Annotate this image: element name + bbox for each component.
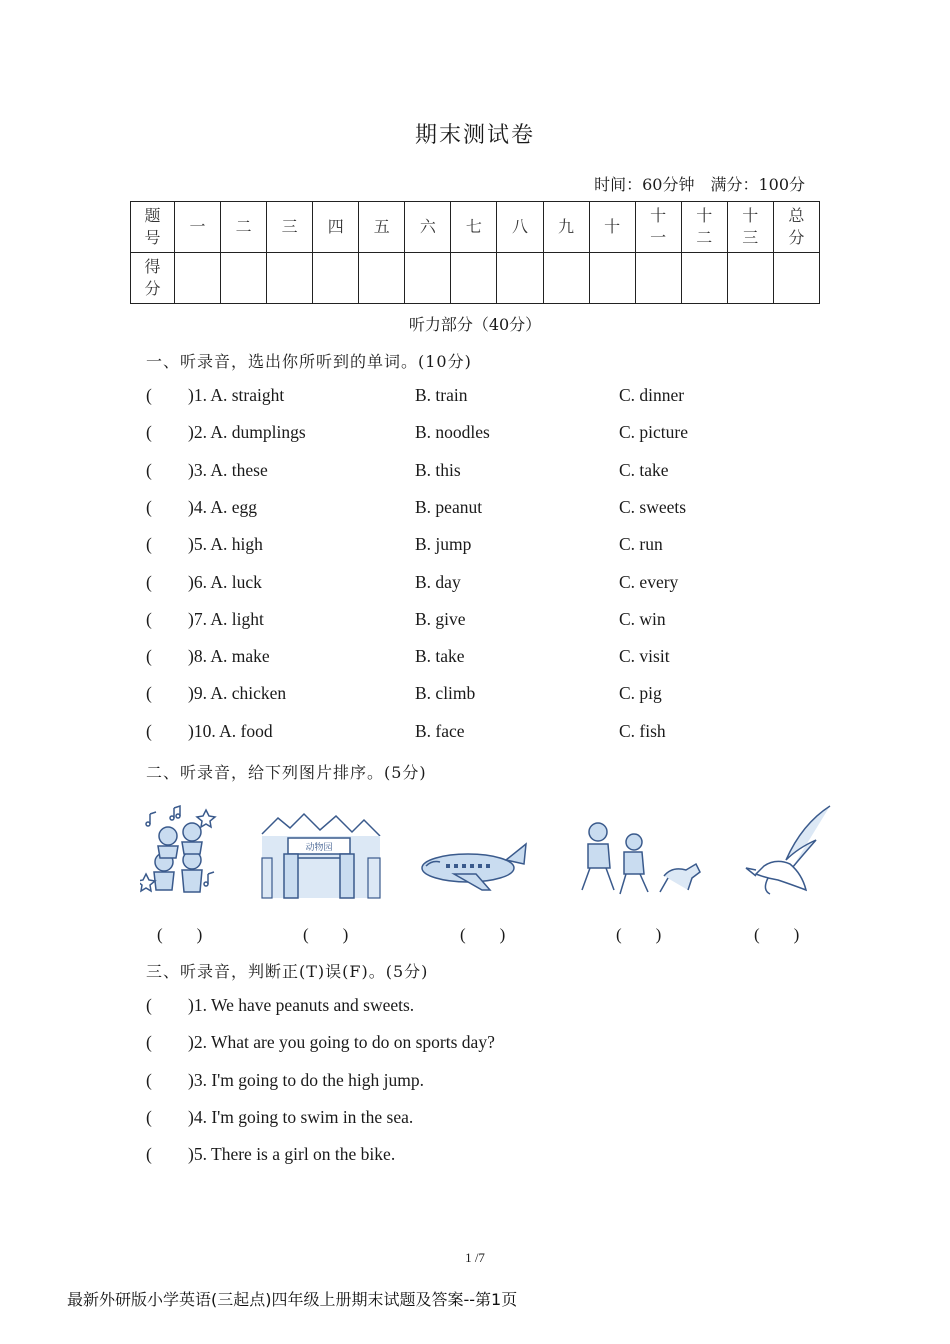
- score-cell[interactable]: [543, 253, 589, 304]
- answer-paren[interactable]: (: [146, 572, 152, 592]
- score-table-header: 十 一: [635, 202, 681, 253]
- answer-paren[interactable]: (: [146, 995, 152, 1015]
- statement-text: )4. I'm going to swim in the sea.: [188, 1107, 414, 1127]
- question-option-c: C. take: [619, 460, 669, 480]
- zoo-gate-icon: [260, 808, 382, 900]
- answer-paren[interactable]: (: [146, 497, 152, 517]
- page-number: 1 /7: [465, 1250, 485, 1265]
- picture-order-bracket[interactable]: ( ): [460, 925, 506, 944]
- question-option-b: B. give: [415, 609, 466, 629]
- footer-text: 最新外研版小学英语(三起点)四年级上册期末试题及答案--第1页: [67, 1290, 518, 1309]
- question-option-b: B. train: [415, 385, 468, 405]
- question-option-a: )3. A. these: [188, 460, 268, 480]
- question-option-a: )10. A. food: [188, 721, 273, 741]
- question-option-a: )8. A. make: [188, 646, 270, 666]
- question-option-b: B. day: [415, 572, 461, 592]
- question-option-b: B. peanut: [415, 497, 483, 517]
- score-table-header: 六: [405, 202, 451, 253]
- score-table-row-label: 得 分: [131, 253, 175, 304]
- question-option-c: C. pig: [619, 683, 662, 703]
- question-option-b: B. this: [415, 460, 461, 480]
- question-option-a: )2. A. dumplings: [188, 422, 306, 442]
- answer-paren[interactable]: (: [146, 1144, 152, 1164]
- score-table-header: 四: [313, 202, 359, 253]
- score-cell[interactable]: [175, 253, 221, 304]
- picture-order-bracket[interactable]: ( ): [303, 925, 349, 944]
- answer-paren[interactable]: (: [146, 721, 152, 741]
- score-table-header: 二: [221, 202, 267, 253]
- score-table-header: 十 三: [727, 202, 773, 253]
- question-option-c: C. visit: [619, 646, 670, 666]
- page-title: 期末测试卷: [414, 123, 535, 148]
- section1-heading: 一、听录音，选出你所听到的单词。(10分): [146, 352, 472, 371]
- score-cell[interactable]: [727, 253, 773, 304]
- section3-heading: 三、听录音，判断正(T)误(F)。(5分): [146, 962, 429, 981]
- dove-icon: [742, 804, 834, 898]
- answer-paren[interactable]: (: [146, 460, 152, 480]
- statement-text: )5. There is a girl on the bike.: [188, 1144, 396, 1164]
- question-option-c: C. fish: [619, 721, 666, 741]
- score-cell[interactable]: [773, 253, 819, 304]
- score-cell[interactable]: [221, 253, 267, 304]
- answer-paren[interactable]: (: [146, 385, 152, 405]
- listening-section-header: 听力部分（40分）: [408, 315, 542, 334]
- question-option-c: C. dinner: [619, 385, 685, 405]
- picture-order-bracket[interactable]: ( ): [616, 925, 662, 944]
- score-cell[interactable]: [589, 253, 635, 304]
- score-table-header: 十 二: [681, 202, 727, 253]
- statement-text: )1. We have peanuts and sweets.: [188, 995, 415, 1015]
- score-cell[interactable]: [451, 253, 497, 304]
- answer-paren[interactable]: (: [146, 1032, 152, 1052]
- statement-text: )3. I'm going to do the high jump.: [188, 1070, 424, 1090]
- question-option-b: B. take: [415, 646, 465, 666]
- score-cell[interactable]: [267, 253, 313, 304]
- question-option-b: B. jump: [415, 534, 472, 554]
- score-table-header: 三: [267, 202, 313, 253]
- score-table-header: 十: [589, 202, 635, 253]
- score-table-header: 总 分: [773, 202, 819, 253]
- airplane-icon: [418, 840, 530, 892]
- score-cell[interactable]: [405, 253, 451, 304]
- answer-paren[interactable]: (: [146, 609, 152, 629]
- picture-order-bracket[interactable]: ( ): [157, 925, 203, 944]
- question-option-b: B. noodles: [415, 422, 490, 442]
- answer-paren[interactable]: (: [146, 1070, 152, 1090]
- score-cell[interactable]: [635, 253, 681, 304]
- score-table-header: 八: [497, 202, 543, 253]
- score-cell[interactable]: [497, 253, 543, 304]
- score-cell[interactable]: [359, 253, 405, 304]
- question-option-b: B. climb: [415, 683, 476, 703]
- score-table-header: 五: [359, 202, 405, 253]
- section2-heading: 二、听录音，给下列图片排序。(5分): [146, 763, 427, 782]
- question-option-c: C. sweets: [619, 497, 687, 517]
- question-option-b: B. face: [415, 721, 465, 741]
- score-cell[interactable]: [313, 253, 359, 304]
- score-cell[interactable]: [681, 253, 727, 304]
- question-option-c: C. run: [619, 534, 663, 554]
- boys-running-with-dog-icon: [576, 818, 706, 898]
- answer-paren[interactable]: (: [146, 422, 152, 442]
- question-option-a: )1. A. straight: [188, 385, 285, 405]
- zoo-sign-text: 动物园: [305, 843, 333, 853]
- score-table-score-row: [131, 253, 820, 304]
- answer-paren[interactable]: (: [146, 646, 152, 666]
- time-info: 时间：60分钟 满分：100分: [594, 175, 805, 194]
- score-table: [130, 201, 820, 304]
- score-table-header: 七: [451, 202, 497, 253]
- singing-children-icon: [140, 800, 220, 900]
- question-option-a: )6. A. luck: [188, 572, 262, 592]
- answer-paren[interactable]: (: [146, 683, 152, 703]
- score-table-header: 九: [543, 202, 589, 253]
- answer-paren[interactable]: (: [146, 1107, 152, 1127]
- picture-order-bracket[interactable]: ( ): [754, 925, 800, 944]
- question-option-c: C. every: [619, 572, 679, 592]
- question-option-a: )5. A. high: [188, 534, 263, 554]
- question-option-a: )7. A. light: [188, 609, 264, 629]
- question-option-a: )9. A. chicken: [188, 683, 287, 703]
- question-option-c: C. picture: [619, 422, 689, 442]
- score-table-header: 一: [175, 202, 221, 253]
- score-table-header-row: [131, 202, 820, 253]
- score-table-row-label: 题 号: [131, 202, 175, 253]
- question-option-c: C. win: [619, 609, 666, 629]
- statement-text: )2. What are you going to do on sports day?: [188, 1032, 495, 1052]
- answer-paren[interactable]: (: [146, 534, 152, 554]
- question-option-a: )4. A. egg: [188, 497, 258, 517]
